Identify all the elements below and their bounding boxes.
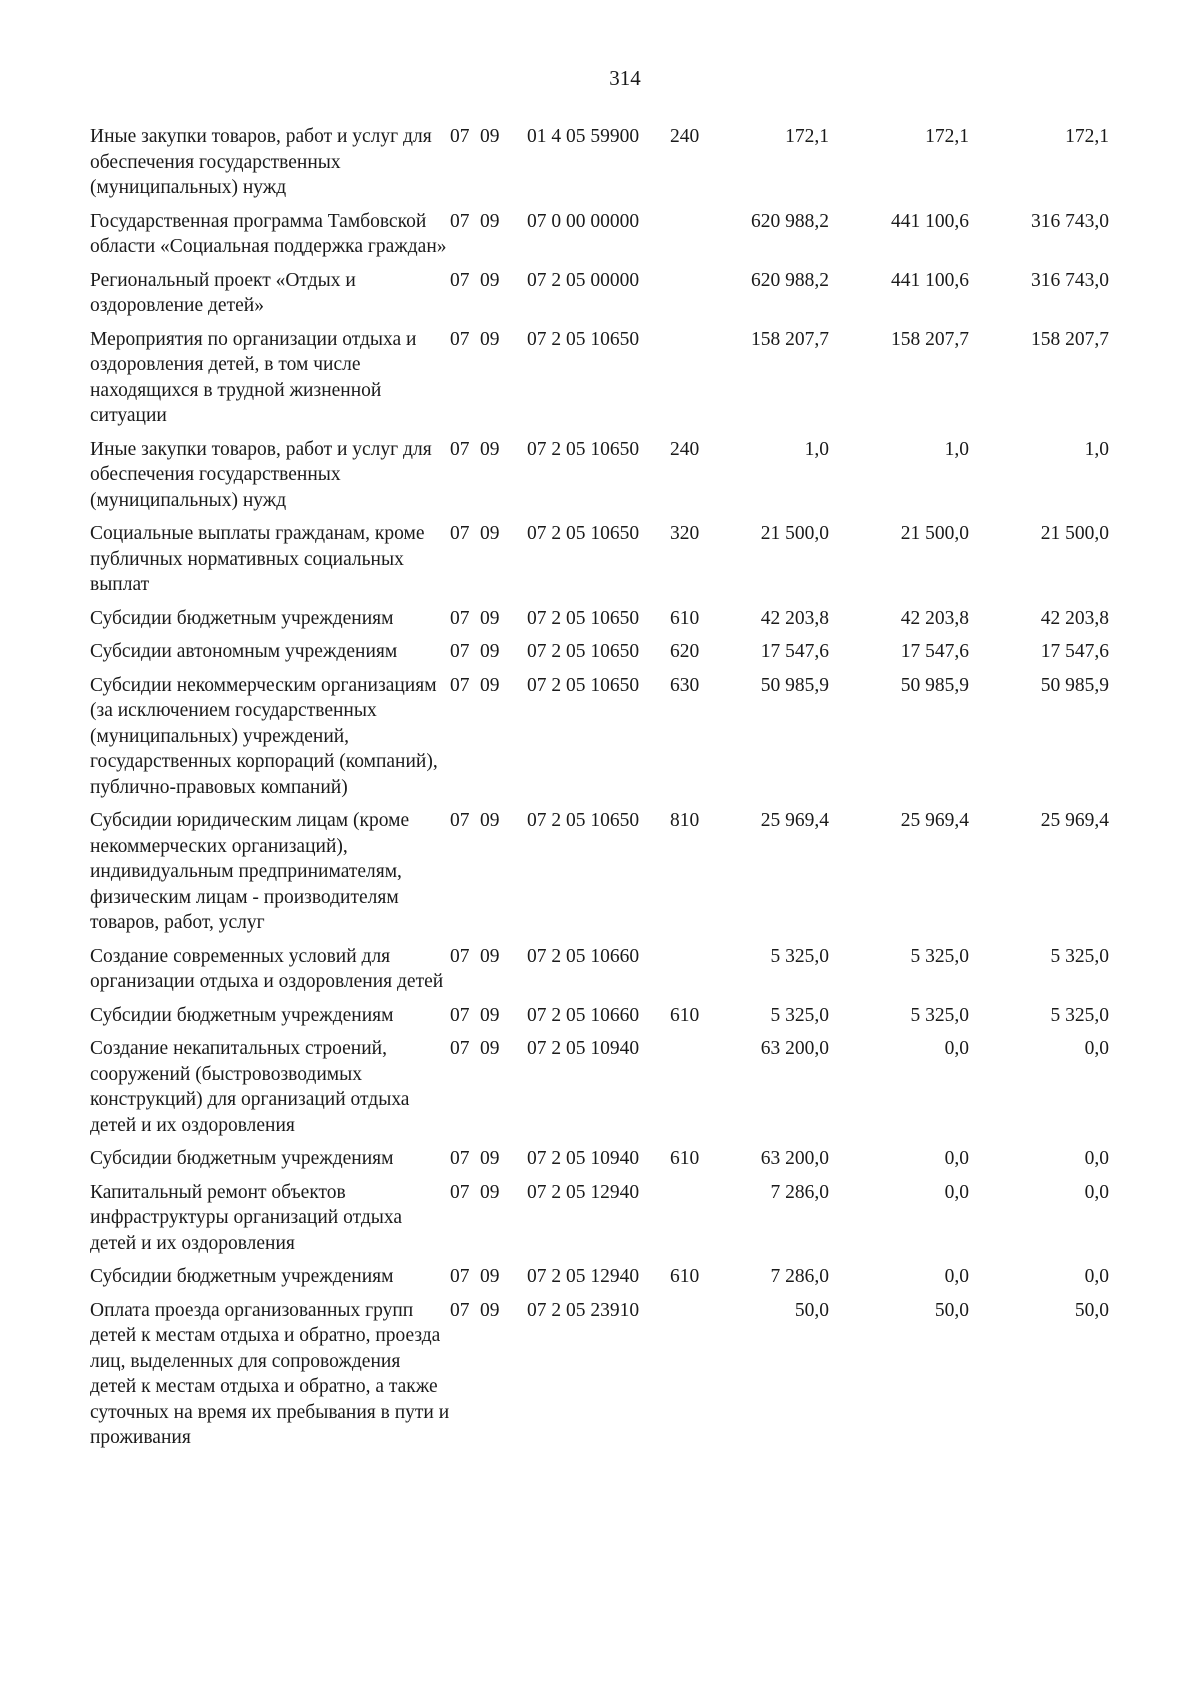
- subsection-code: 09: [480, 1148, 500, 1169]
- table-row: [90, 1146, 1109, 1180]
- expense-type-code: 610: [670, 607, 700, 629]
- amount-year-3: 21 500,0: [1040, 523, 1109, 544]
- section-code: 07: [450, 1148, 470, 1169]
- expense-type-code: 810: [670, 810, 700, 831]
- amount-year-1: 5 325,0: [770, 1004, 829, 1026]
- subsection-code: 09: [480, 607, 500, 629]
- target-item-code: 07 2 05 12940: [527, 1181, 640, 1203]
- target-item-code: 07 2 05 10650: [527, 438, 640, 460]
- amount-year-3: 42 203,8: [1040, 607, 1109, 629]
- amount-year-2: 50,0: [934, 1299, 969, 1321]
- subsection-code: 09: [480, 674, 500, 696]
- section-code: 07: [450, 1181, 470, 1203]
- table-row: [90, 124, 1109, 209]
- budget-table-body: [90, 124, 1109, 1459]
- amount-year-3: 50,0: [1074, 1299, 1109, 1321]
- subsection-code: 09: [480, 210, 500, 232]
- target-item-code: 07 2 05 10660: [527, 945, 640, 967]
- amount-year-2: 1,0: [944, 438, 969, 460]
- table-row: [90, 1180, 1109, 1265]
- amount-year-2: 5 325,0: [910, 1004, 969, 1026]
- item-name: Создание современных условий для организации отдыха и оздоровления детей: [90, 945, 444, 992]
- subsection-code: 09: [480, 641, 500, 662]
- expense-type-code: 630: [670, 674, 700, 696]
- expense-type-code: [670, 268, 724, 327]
- amount-year-1: 50,0: [794, 1299, 829, 1321]
- amount-year-1: 25 969,4: [760, 810, 829, 831]
- item-name: Субсидии юридическим лицам (кроме некоммерческих организаций), индивидуальным предпринимателям, физическим лицам - производителям товаров, работ, услуг: [90, 810, 410, 933]
- target-item-code: 07 0 00 00000: [527, 210, 640, 232]
- amount-year-2: 5 325,0: [910, 945, 969, 967]
- amount-year-1: 620 988,2: [751, 269, 829, 291]
- amount-year-1: 63 200,0: [760, 1148, 829, 1169]
- amount-year-3: 316 743,0: [1031, 269, 1109, 291]
- amount-year-3: 25 969,4: [1040, 810, 1109, 831]
- amount-year-1: 620 988,2: [751, 210, 829, 232]
- table-row: [90, 944, 1109, 1003]
- amount-year-1: 7 286,0: [770, 1181, 829, 1203]
- expense-type-code: [670, 1298, 724, 1459]
- subsection-code: 09: [480, 438, 500, 460]
- target-item-code: 07 2 05 12940: [527, 1266, 640, 1287]
- expense-type-code: 320: [670, 523, 700, 544]
- amount-year-2: 441 100,6: [891, 269, 969, 291]
- item-name: Субсидии бюджетным учреждениям: [90, 1148, 394, 1169]
- section-code: 07: [450, 210, 470, 232]
- table-row: [90, 639, 1109, 673]
- amount-year-1: 63 200,0: [760, 1038, 829, 1059]
- item-name: Субсидии некоммерческим организациям (за исключением государственных (муниципальных) учреждений, государственных корпораций (компаний), публично-правовых компаний): [90, 674, 438, 798]
- subsection-code: 09: [480, 945, 500, 967]
- amount-year-2: 17 547,6: [900, 641, 969, 662]
- expense-type-code: 610: [670, 1266, 700, 1287]
- amount-year-2: 25 969,4: [900, 810, 969, 831]
- amount-year-3: 5 325,0: [1050, 1004, 1109, 1026]
- target-item-code: 07 2 05 23910: [527, 1299, 640, 1321]
- item-name: Социальные выплаты гражданам, кроме публичных нормативных социальных выплат: [90, 523, 425, 595]
- amount-year-3: 5 325,0: [1050, 945, 1109, 967]
- item-name: Субсидии бюджетным учреждениям: [90, 1004, 394, 1026]
- amount-year-3: 316 743,0: [1031, 210, 1109, 232]
- expense-type-code: 620: [670, 641, 700, 662]
- item-name: Субсидии бюджетным учреждениям: [90, 1266, 394, 1287]
- section-code: 07: [450, 607, 470, 629]
- expense-type-code: [670, 327, 724, 437]
- item-name: Иные закупки товаров, работ и услуг для обеспечения государственных (муниципальных) нужд: [90, 126, 432, 198]
- amount-year-2: 0,0: [944, 1148, 969, 1169]
- amount-year-3: 1,0: [1084, 438, 1109, 460]
- target-item-code: 07 2 05 00000: [527, 269, 640, 291]
- amount-year-1: 172,1: [785, 126, 829, 147]
- table-row: [90, 437, 1109, 522]
- target-item-code: 07 2 05 10650: [527, 674, 640, 696]
- subsection-code: 09: [480, 810, 500, 831]
- item-name: Оплата проезда организованных групп детей к местам отдыха и обратно, проезда лиц, выделенных для сопровождения детей к местам отдыха и обратно, а также суточных на время их пребывания в пути и проживания: [90, 1299, 450, 1448]
- amount-year-2: 441 100,6: [891, 210, 969, 232]
- expense-type-code: 240: [670, 126, 700, 147]
- expense-type-code: [670, 1036, 724, 1146]
- expense-type-code: 610: [670, 1148, 700, 1169]
- section-code: 07: [450, 810, 470, 831]
- subsection-code: 09: [480, 1038, 500, 1059]
- amount-year-1: 7 286,0: [770, 1266, 829, 1287]
- target-item-code: 07 2 05 10650: [527, 328, 640, 350]
- amount-year-2: 172,1: [925, 126, 969, 147]
- item-name: Капитальный ремонт объектов инфраструктуры организаций отдыха детей и их оздоровления: [90, 1181, 403, 1254]
- subsection-code: 09: [480, 523, 500, 544]
- table-row: [90, 521, 1109, 606]
- amount-year-1: 42 203,8: [760, 607, 829, 629]
- amount-year-2: 21 500,0: [900, 523, 969, 544]
- table-row: [90, 1298, 1109, 1459]
- subsection-code: 09: [480, 1181, 500, 1203]
- subsection-code: 09: [480, 328, 500, 350]
- section-code: 07: [450, 1299, 470, 1321]
- amount-year-3: 158 207,7: [1031, 328, 1109, 350]
- section-code: 07: [450, 1004, 470, 1026]
- target-item-code: 01 4 05 59900: [527, 126, 640, 147]
- expense-type-code: [670, 209, 724, 268]
- section-code: 07: [450, 674, 470, 696]
- section-code: 07: [450, 328, 470, 350]
- section-code: 07: [450, 641, 470, 662]
- table-row: [90, 1003, 1109, 1037]
- expense-type-code: [670, 1180, 724, 1265]
- expense-type-code: 610: [670, 1004, 700, 1026]
- section-code: 07: [450, 269, 470, 291]
- target-item-code: 07 2 05 10650: [527, 523, 640, 544]
- subsection-code: 09: [480, 1266, 500, 1287]
- amount-year-1: 21 500,0: [760, 523, 829, 544]
- expense-type-code: 240: [670, 438, 700, 460]
- amount-year-2: 0,0: [944, 1038, 969, 1059]
- table-row: [90, 327, 1109, 437]
- subsection-code: 09: [480, 269, 500, 291]
- item-name: Мероприятия по организации отдыха и оздоровления детей, в том числе находящихся в трудной жизненной ситуации: [90, 328, 417, 426]
- section-code: 07: [450, 1038, 470, 1059]
- amount-year-1: 17 547,6: [760, 641, 829, 662]
- target-item-code: 07 2 05 10650: [527, 641, 640, 662]
- expense-type-code: [670, 944, 724, 1003]
- item-name: Государственная программа Тамбовской области «Социальная поддержка граждан»: [90, 210, 447, 257]
- section-code: 07: [450, 126, 470, 147]
- item-name: Субсидии автономным учреждениям: [90, 641, 398, 662]
- amount-year-3: 0,0: [1084, 1181, 1109, 1203]
- table-row: [90, 209, 1109, 268]
- target-item-code: 07 2 05 10650: [527, 810, 640, 831]
- amount-year-3: 0,0: [1084, 1266, 1109, 1287]
- subsection-code: 09: [480, 1004, 500, 1026]
- section-code: 07: [450, 1266, 470, 1287]
- table-row: [90, 606, 1109, 640]
- section-code: 07: [450, 945, 470, 967]
- amount-year-2: 50 985,9: [900, 674, 969, 696]
- table-row: [90, 673, 1109, 809]
- amount-year-2: 0,0: [944, 1181, 969, 1203]
- item-name: Иные закупки товаров, работ и услуг для обеспечения государственных (муниципальных) нужд: [90, 438, 432, 511]
- amount-year-3: 0,0: [1084, 1038, 1109, 1059]
- amount-year-3: 50 985,9: [1040, 674, 1109, 696]
- target-item-code: 07 2 05 10940: [527, 1148, 640, 1169]
- amount-year-1: 5 325,0: [770, 945, 829, 967]
- item-name: Субсидии бюджетным учреждениям: [90, 607, 394, 629]
- subsection-code: 09: [480, 1299, 500, 1321]
- budget-table: [90, 124, 1109, 1459]
- amount-year-1: 158 207,7: [751, 328, 829, 350]
- page-number: 314: [609, 66, 641, 90]
- item-name: Создание некапитальных строений, сооружений (быстровозводимых конструкций) для организаций отдыха детей и их оздоровления: [90, 1038, 410, 1136]
- table-row: [90, 268, 1109, 327]
- amount-year-3: 172,1: [1065, 126, 1109, 147]
- subsection-code: 09: [480, 126, 500, 147]
- item-name: Региональный проект «Отдых и оздоровление детей»: [90, 269, 356, 316]
- table-row: [90, 1036, 1109, 1146]
- amount-year-1: 50 985,9: [760, 674, 829, 696]
- amount-year-2: 0,0: [944, 1266, 969, 1287]
- amount-year-3: 0,0: [1084, 1148, 1109, 1169]
- amount-year-3: 17 547,6: [1040, 641, 1109, 662]
- target-item-code: 07 2 05 10940: [527, 1038, 640, 1059]
- target-item-code: 07 2 05 10650: [527, 607, 640, 629]
- table-row: [90, 1264, 1109, 1298]
- amount-year-2: 158 207,7: [891, 328, 969, 350]
- target-item-code: 07 2 05 10660: [527, 1004, 640, 1026]
- amount-year-1: 1,0: [804, 438, 829, 460]
- table-row: [90, 808, 1109, 944]
- section-code: 07: [450, 523, 470, 544]
- section-code: 07: [450, 438, 470, 460]
- amount-year-2: 42 203,8: [900, 607, 969, 629]
